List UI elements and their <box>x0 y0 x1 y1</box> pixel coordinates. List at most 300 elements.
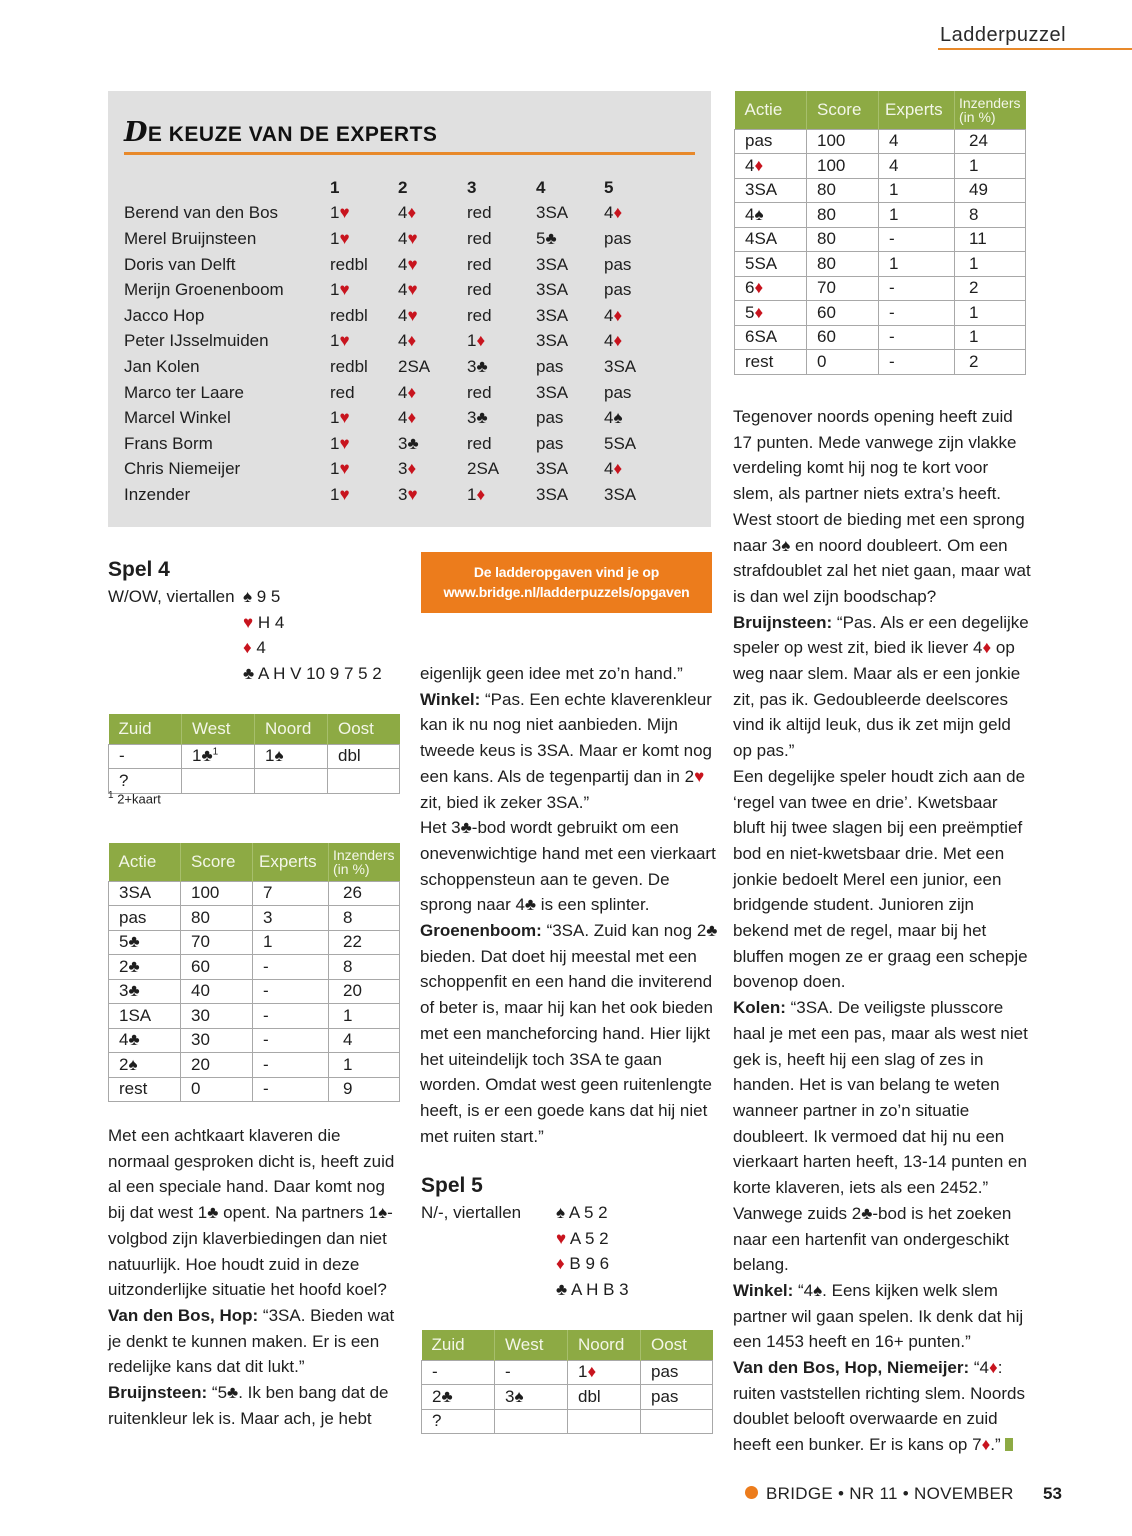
bid-text: - <box>432 1362 438 1382</box>
expert-bid <box>536 431 604 457</box>
footer <box>745 1484 1014 1504</box>
speaker-name: Bruijnsteen: <box>733 612 833 632</box>
bid-text: 3 <box>505 1386 515 1406</box>
bid-text: - <box>119 746 125 766</box>
diamond-icon: ♦ <box>981 1435 991 1455</box>
bid-text: 6 <box>745 278 755 298</box>
bid-text: pas <box>604 382 632 402</box>
article-paragraph: eigenlijk geen idee met zo’n hand.” <box>420 664 683 683</box>
auction-bid <box>568 1409 641 1434</box>
diamond-icon: ♦ <box>989 1358 998 1378</box>
score-inzenders: 1 <box>329 1004 400 1029</box>
score-experts: - <box>253 1004 329 1029</box>
article-paragraph: Bruijnsteen: “5♣. Ik ben bang dat de ruitenkleur lek is. Maar ach, je hebt <box>108 1383 389 1428</box>
bid-text: 3 <box>467 408 477 428</box>
expert-bid <box>398 354 467 380</box>
hand-cards: H 4 <box>253 612 285 632</box>
spade-icon: ♠ <box>781 535 791 555</box>
score-inzenders: 2 <box>955 276 1026 301</box>
expert-bid <box>604 380 664 406</box>
inzenders-unit: (in %) <box>333 860 370 877</box>
footnote <box>108 790 161 806</box>
score-actie <box>735 252 807 277</box>
speaker-name: Groenenboom: <box>420 921 542 941</box>
bid-text: pas <box>651 1362 679 1382</box>
expert-bid <box>536 277 604 303</box>
club-icon: ♣ <box>460 818 472 838</box>
auction-bid <box>328 769 400 794</box>
score-row <box>735 276 1026 301</box>
expert-bid <box>467 277 536 303</box>
header-zuid: Zuid <box>422 1330 495 1360</box>
spel5-title: Spel 5 <box>421 1174 483 1197</box>
expert-bid <box>330 303 398 329</box>
score-experts: 3 <box>253 906 329 931</box>
auction-bid <box>568 1360 641 1385</box>
bid-text: 4SA <box>745 229 778 249</box>
score-inzenders: 8 <box>955 203 1026 228</box>
header-west: West <box>182 714 255 744</box>
bid-text: 1 <box>578 1362 588 1382</box>
bid-text: pas <box>651 1386 679 1406</box>
score-experts: - <box>879 350 955 375</box>
hand-suit-line <box>243 610 382 636</box>
auction-bid <box>641 1409 713 1434</box>
bid-text: 3 <box>467 356 477 376</box>
club-icon: ♣ <box>128 1030 140 1050</box>
auction-bid <box>495 1360 568 1385</box>
score-actie <box>735 178 807 203</box>
bid-text: 1 <box>467 331 477 351</box>
bid-text: 3SA <box>604 484 637 504</box>
bid-text: 3SA <box>604 356 637 376</box>
score-inzenders: 2 <box>955 350 1026 375</box>
expert-bid <box>330 329 398 355</box>
heart-icon: ♥ <box>339 331 350 351</box>
header-score: Score <box>181 843 253 881</box>
spel5-auction-table <box>421 1330 713 1434</box>
diamond-icon: ♦ <box>476 331 486 351</box>
expert-bid <box>330 277 398 303</box>
heart-icon: ♥ <box>339 459 350 479</box>
expert-name: Inzender <box>124 484 191 504</box>
score-experts: 4 <box>879 154 955 179</box>
bid-text: dbl <box>578 1386 601 1406</box>
experts-header-row <box>124 175 664 201</box>
expert-bid <box>330 380 398 406</box>
club-icon: ♣ <box>407 433 419 453</box>
expert-bid <box>330 226 398 252</box>
spade-icon: ♠ <box>813 1280 823 1300</box>
diamond-icon: ♦ <box>476 484 486 504</box>
score-actie <box>109 906 181 931</box>
bid-text: 4 <box>398 280 408 300</box>
speaker-name: Winkel: <box>420 689 481 709</box>
expert-bid <box>330 201 398 227</box>
score-actie <box>735 129 807 154</box>
expert-bid <box>536 303 604 329</box>
expert-bid <box>604 405 664 431</box>
expert-bid <box>398 303 467 329</box>
expert-name: Berend van den Bos <box>124 203 279 223</box>
auction-row <box>422 1409 713 1434</box>
footnote-text: 2+kaart <box>117 791 161 807</box>
score-row <box>735 301 1026 326</box>
heart-icon: ♥ <box>407 484 418 504</box>
score-value: 30 <box>181 1004 253 1029</box>
bid-text: 4 <box>604 459 614 479</box>
header-oost: Oost <box>641 1330 713 1360</box>
bid-text: 1 <box>330 203 340 223</box>
score-experts: 1 <box>879 252 955 277</box>
score-row <box>735 227 1026 252</box>
speaker-name: Van den Bos, Hop: <box>108 1305 259 1325</box>
score-inzenders: 4 <box>329 1028 400 1053</box>
diamond-icon: ♦ <box>754 155 764 175</box>
expert-bid <box>604 277 664 303</box>
footnote-ref: 1 <box>212 746 219 758</box>
score-actie <box>735 301 807 326</box>
column-header: 3 <box>467 177 477 197</box>
bid-text: 5 <box>745 302 755 322</box>
score-experts: - <box>253 1077 329 1102</box>
spade-icon: ♠ <box>613 408 623 428</box>
score-inzenders: 8 <box>329 955 400 980</box>
bid-text: 3 <box>398 484 408 504</box>
bid-text: pas <box>745 131 773 151</box>
hand-suit-line <box>556 1251 629 1277</box>
bid-text: 3SA <box>536 280 569 300</box>
spade-icon: ♠ <box>378 1203 388 1223</box>
expert-row <box>124 431 664 457</box>
auction-bid <box>495 1385 568 1410</box>
header-inzenders <box>955 91 1026 129</box>
score-value: 20 <box>181 1053 253 1078</box>
header-experts: Experts <box>253 843 329 881</box>
hand-cards: A H B 3 <box>567 1280 629 1300</box>
header-west: West <box>495 1330 568 1360</box>
auction-bid <box>641 1360 713 1385</box>
club-icon: ♣ <box>243 664 255 684</box>
auction-bid <box>328 744 400 769</box>
score-experts: 7 <box>253 881 329 906</box>
expert-bid <box>398 457 467 483</box>
column-header: 5 <box>604 177 614 197</box>
score-row <box>109 1077 400 1102</box>
bid-text: 4 <box>604 203 614 223</box>
header-inzenders <box>329 843 400 881</box>
club-icon: ♣ <box>207 1203 219 1223</box>
spel4-auction-table <box>108 714 400 794</box>
article-paragraph: Een degelijke speler houdt zich aan de ‘regel van twee en drie’. Kwetsbaar bluft hij twee slagen bij een preëmptief bod en niet-kwetsbaar drie. Met een jonkie bedoelt Merel een junior, een bridgende student. Junioren zijn bekend met de regel, maar bij het bluffen mogen ze er graag een schepje bovenop doen. <box>733 766 1028 992</box>
score-experts: - <box>253 1028 329 1053</box>
bid-text: 1 <box>265 746 275 766</box>
auction-bid <box>255 744 328 769</box>
score-row <box>735 129 1026 154</box>
bid-text: 4 <box>398 203 408 223</box>
score-row <box>109 906 400 931</box>
score-row <box>735 154 1026 179</box>
score-value: 80 <box>807 178 879 203</box>
bid-text: 5SA <box>745 253 778 273</box>
hand-suit-line <box>243 661 382 687</box>
bid-text: 5 <box>119 932 129 952</box>
score-inzenders: 1 <box>329 1053 400 1078</box>
expert-name: Chris Niemeijer <box>124 459 241 479</box>
auction-bid <box>422 1385 495 1410</box>
expert-bid <box>604 226 664 252</box>
score-value: 60 <box>181 955 253 980</box>
bid-text: 4 <box>745 155 755 175</box>
article-paragraph: Groenenboom: “3SA. Zuid kan nog 2♣ bieden. Dat doet hij meestal met een schoppenfit en een hand die inviterend of beter is, maar hij kan het ook bieden met een mancheforcing hand. Hier lijkt het uiteindelijk toch 3SA te gaan worden. Omdat west geen ruitenlengte heeft, is er een goede kans dat hij niet met ruiten start.” <box>420 921 718 1146</box>
auction-bid <box>495 1409 568 1434</box>
club-icon: ♣ <box>545 228 557 248</box>
bid-text: 5SA <box>604 433 637 453</box>
club-icon: ♣ <box>524 895 537 915</box>
expert-row <box>124 201 664 227</box>
bid-text: 2 <box>119 1054 129 1074</box>
club-icon: ♣ <box>128 932 140 952</box>
score-value: 80 <box>807 252 879 277</box>
expert-bid <box>467 405 536 431</box>
score-row <box>735 252 1026 277</box>
expert-bid <box>536 482 604 508</box>
expert-name: Doris van Delft <box>124 254 236 274</box>
expert-bid <box>536 201 604 227</box>
bid-text: 1 <box>192 746 202 766</box>
heart-icon: ♥ <box>339 408 350 428</box>
bid-text: 4 <box>398 254 408 274</box>
bid-text: 3SA <box>536 382 569 402</box>
score-value: 70 <box>807 276 879 301</box>
bid-text: ? <box>119 770 129 790</box>
expert-bid <box>467 329 536 355</box>
score-row <box>109 1004 400 1029</box>
score-experts: - <box>879 276 955 301</box>
hand-cards: B 9 6 <box>564 1254 610 1274</box>
expert-bid <box>536 405 604 431</box>
header-actie: Actie <box>735 91 807 129</box>
heart-icon: ♥ <box>556 1228 567 1248</box>
speaker-name: Van den Bos, Hop, Niemeijer: <box>733 1358 970 1378</box>
expert-bid <box>398 277 467 303</box>
hand-suit-line <box>243 635 382 661</box>
bid-text: pas <box>604 228 632 248</box>
spade-icon: ♠ <box>754 204 764 224</box>
score-header-row <box>735 91 1026 129</box>
score-experts: 1 <box>879 203 955 228</box>
expert-bid <box>398 380 467 406</box>
heart-icon: ♥ <box>694 766 705 786</box>
ladderopgaven-banner <box>421 552 712 613</box>
expert-name: Merijn Groenenboom <box>124 280 284 300</box>
banner-line-1: De ladderopgaven vind je op <box>473 564 660 580</box>
heart-icon: ♥ <box>339 433 350 453</box>
score-inzenders: 8 <box>329 906 400 931</box>
hand-suit-line <box>556 1200 629 1226</box>
club-icon: ♣ <box>227 1383 239 1403</box>
expert-name: Jan Kolen <box>124 356 200 376</box>
article-paragraph: Winkel: “4♠. Eens kijken welk slem partner wil gaan spelen. Ik denk dat hij een 1453 heeft en 16+ punten.” <box>733 1280 1024 1352</box>
bid-text: 3SA <box>536 305 569 325</box>
auction-row <box>422 1360 713 1385</box>
expert-name: Jacco Hop <box>124 305 205 325</box>
header-score: Score <box>807 91 879 129</box>
expert-bid <box>398 226 467 252</box>
expert-bid <box>467 354 536 380</box>
score-value: 30 <box>181 1028 253 1053</box>
header-actie: Actie <box>109 843 181 881</box>
score-inzenders: 49 <box>955 178 1026 203</box>
bid-text: red <box>467 305 492 325</box>
score-inzenders: 22 <box>329 930 400 955</box>
speaker-name: Bruijnsteen: <box>108 1383 208 1403</box>
diamond-icon: ♦ <box>613 331 623 351</box>
bid-text: 4 <box>398 331 408 351</box>
spel4-hand <box>243 584 382 687</box>
title-initial: D <box>124 117 148 148</box>
bid-text: 1SA <box>119 1005 152 1025</box>
expert-bid <box>330 457 398 483</box>
expert-bid <box>604 329 664 355</box>
score-value: 40 <box>181 979 253 1004</box>
banner-link[interactable]: www.bridge.nl/ladderpuzzels/opgaven <box>443 584 690 600</box>
expert-bid <box>536 380 604 406</box>
heart-icon: ♥ <box>407 305 418 325</box>
spade-icon: ♠ <box>274 746 284 766</box>
bid-text: 2SA <box>398 356 431 376</box>
inzenders-label: Inzenders <box>333 846 395 863</box>
bid-text: 3SA <box>536 484 569 504</box>
score-experts: - <box>879 227 955 252</box>
score-experts: - <box>879 325 955 350</box>
auction-header-row <box>109 714 400 744</box>
expert-bid <box>467 303 536 329</box>
expert-bid <box>467 482 536 508</box>
expert-row <box>124 457 664 483</box>
expert-bid <box>330 252 398 278</box>
bid-text: pas <box>536 433 564 453</box>
section-label: Ladderpuzzel <box>940 24 1067 46</box>
score-actie <box>735 203 807 228</box>
diamond-icon: ♦ <box>613 203 623 223</box>
club-icon: ♣ <box>476 356 488 376</box>
bid-text: 1 <box>330 280 340 300</box>
auction-bid <box>422 1409 495 1434</box>
experts-title <box>124 117 437 148</box>
article-paragraph: Winkel: “Pas. Een echte klaverenkleur kan ik nu nog niet aanbieden. Mijn tweede keus is 3SA. Maar er komt nog een kans. Als de tegenpartij dan in 2♥ zit, bied ik zeker 3SA.” <box>420 689 712 812</box>
diamond-icon: ♦ <box>556 1254 565 1274</box>
score-inzenders: 1 <box>955 252 1026 277</box>
score-row <box>109 1053 400 1078</box>
header-blank <box>124 175 330 201</box>
expert-bid <box>604 457 664 483</box>
score-experts: - <box>879 301 955 326</box>
expert-bid <box>330 354 398 380</box>
bid-text: - <box>505 1362 511 1382</box>
auction-bid <box>182 744 255 769</box>
bid-text: redbl <box>330 356 368 376</box>
score-row <box>109 881 400 906</box>
diamond-icon: ♦ <box>407 382 417 402</box>
auction-header-row <box>422 1330 713 1360</box>
score-actie <box>109 979 181 1004</box>
expert-bid <box>330 482 398 508</box>
score-actie <box>735 325 807 350</box>
heart-icon: ♥ <box>339 484 350 504</box>
bid-text: 2SA <box>467 459 500 479</box>
spade-icon: ♠ <box>243 587 253 606</box>
bid-text: 1 <box>467 484 477 504</box>
heart-icon: ♥ <box>339 280 350 300</box>
bid-text: 1 <box>330 331 340 351</box>
bid-text: rest <box>745 351 774 371</box>
hand-suit-line <box>243 584 382 610</box>
bid-text: red <box>467 254 492 274</box>
diamond-icon: ♦ <box>587 1362 597 1382</box>
hand-cards: 4 <box>251 638 266 658</box>
auction-bid <box>568 1385 641 1410</box>
bid-text: ? <box>432 1411 442 1431</box>
score-row <box>735 325 1026 350</box>
speaker-name: Winkel: <box>733 1280 794 1300</box>
bid-text: 1 <box>330 459 340 479</box>
score-value: 0 <box>807 350 879 375</box>
article-paragraph: Kolen: “3SA. De veiligste plusscore haal je met een pas, maar als west niet gek is, heeft hij een slag of zes in handen. Het is van belang te weten wanneer partner in zo’n situatie doubleert. Ik vermoed dat hij nu een vierkaart harten heeft, 13-14 punten en korte klaveren, iets als een 2452.” <box>733 998 1028 1198</box>
experts-table <box>124 175 664 508</box>
score-actie <box>735 276 807 301</box>
header-experts: Experts <box>879 91 955 129</box>
heart-icon: ♥ <box>339 203 350 223</box>
score-inzenders: 11 <box>955 227 1026 252</box>
bid-text: redbl <box>330 254 368 274</box>
heart-icon: ♥ <box>243 612 254 632</box>
expert-bid <box>467 201 536 227</box>
score-value: 80 <box>807 227 879 252</box>
expert-row <box>124 226 664 252</box>
hand-cards: 9 5 <box>252 587 281 606</box>
hand-cards: A H V 10 9 7 5 2 <box>254 664 382 684</box>
spade-icon: ♠ <box>556 1203 566 1222</box>
article-paragraph: Tegenover noords opening heeft zuid 17 punten. Mede vanwege zijn vlakke verdeling komt hij nog te kort voor slem, als partner niets extra’s heeft. West stoort de bieding met een sprong naar 3♠ en noord doubleert. Om een strafdoublet zal het niet gaan, maar wat is dan wel zijn boodschap? <box>733 407 1031 606</box>
bid-text: red <box>330 382 355 402</box>
expert-bid <box>604 431 664 457</box>
page-number: 53 <box>1043 1484 1062 1503</box>
spel5-score-table <box>734 91 1026 375</box>
expert-bid <box>536 354 604 380</box>
bid-text: redbl <box>330 305 368 325</box>
section-rule <box>938 48 1132 50</box>
score-experts: - <box>253 955 329 980</box>
diamond-icon: ♦ <box>613 459 623 479</box>
score-row <box>735 203 1026 228</box>
club-icon: ♣ <box>476 408 488 428</box>
bid-text: rest <box>119 1079 148 1099</box>
expert-bid <box>536 226 604 252</box>
diamond-icon: ♦ <box>982 638 992 658</box>
club-icon: ♣ <box>128 956 140 976</box>
inzenders-unit: (in %) <box>959 108 996 125</box>
bid-text: pas <box>604 254 632 274</box>
bid-text: 3 <box>119 981 129 1001</box>
expert-bid <box>398 431 467 457</box>
auction-bid <box>182 769 255 794</box>
bid-text: 3SA <box>536 459 569 479</box>
score-row <box>109 1028 400 1053</box>
auction-bid <box>641 1385 713 1410</box>
spel5-hand <box>556 1200 629 1303</box>
score-actie <box>109 1053 181 1078</box>
